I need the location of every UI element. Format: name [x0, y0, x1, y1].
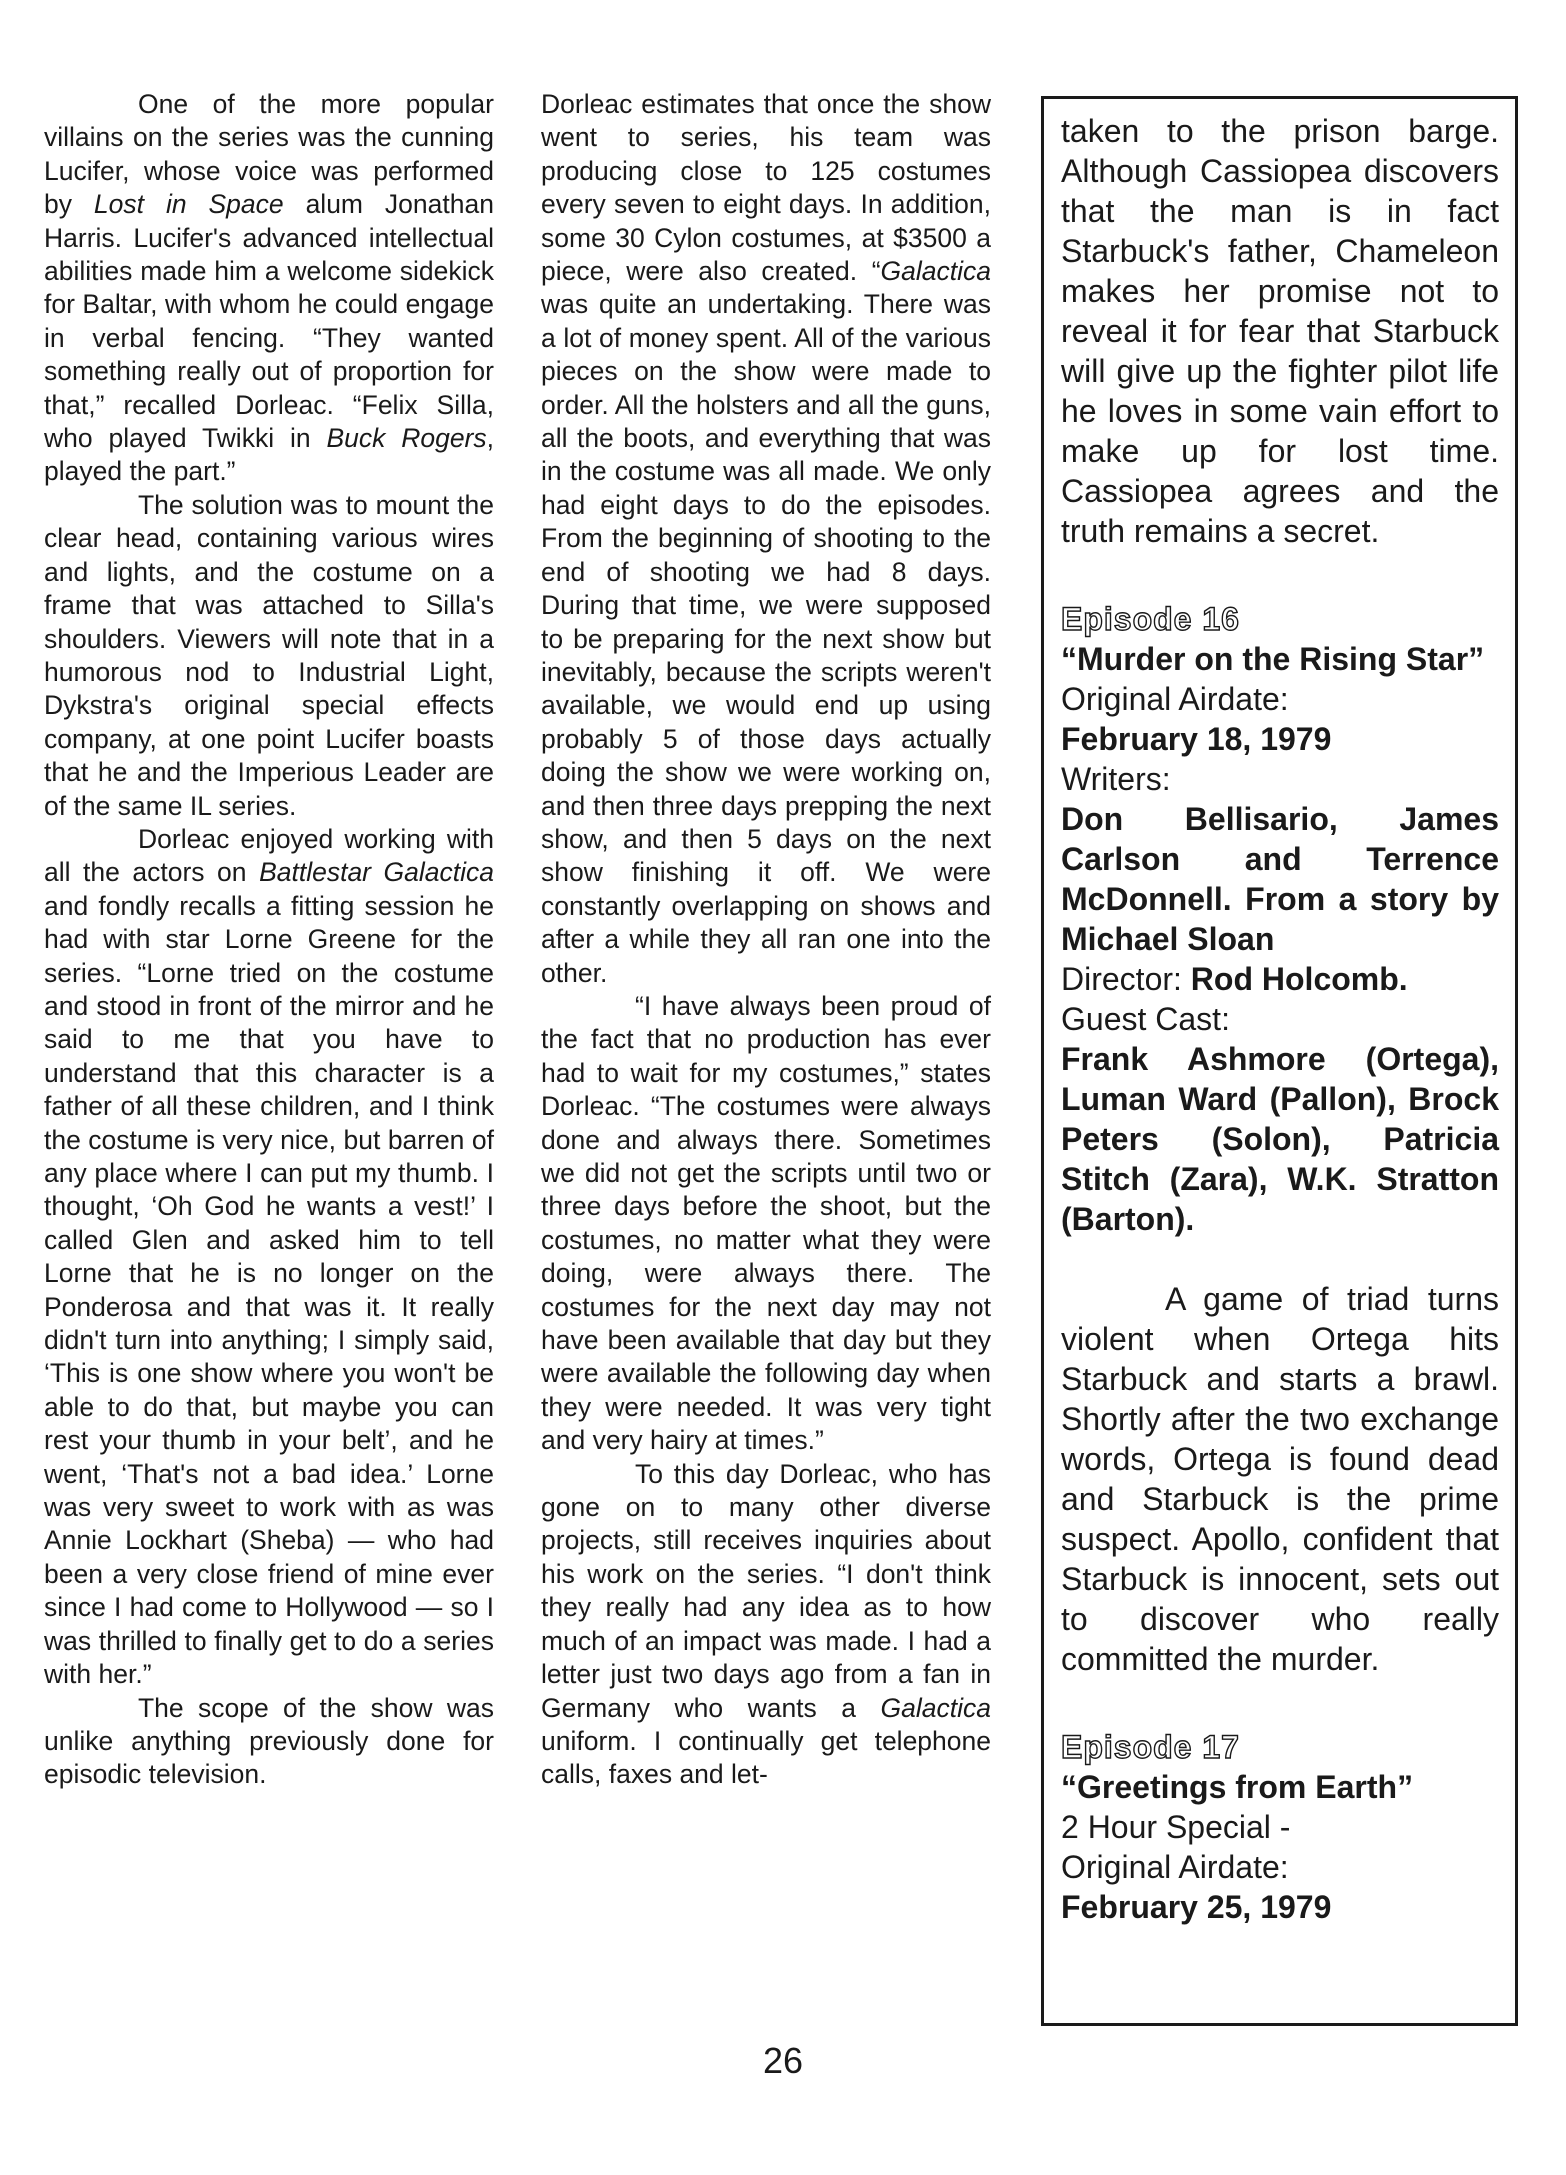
- paragraph: The scope of the show was unlike anything previously done for episodic television.: [44, 1692, 494, 1790]
- episode-heading: Episode 17: [1061, 1729, 1240, 1765]
- article-column-middle: [541, 88, 991, 1792]
- episode-title: “Murder on the Rising Star”: [1061, 641, 1485, 677]
- episode-guide-sidebar: [1041, 96, 1518, 2026]
- airdate-value: February 25, 1979: [1061, 1889, 1332, 1925]
- episode-synopsis: A game of triad turns violent when Ortega hits Starbuck and starts a brawl. Shortly after the two exchange words, Ortega is found dead and Starbuck is the prime suspect. Apollo, confident that Starbuck is innocent, sets out to discover who really committed the murder.: [1061, 1281, 1499, 1677]
- director-label: Director:: [1061, 961, 1182, 997]
- airdate-label: Original Airdate:: [1061, 681, 1289, 717]
- airdate-label: Original Airdate:: [1061, 1849, 1289, 1885]
- paragraph: The solution was to mount the clear head, containing various wires and lights, and the costume on a frame that was attached to Silla's shoulders. Viewers will note that in a humorous nod to Industrial Light, Dykstra's original special effects company, at one point Lucifer boasts that he and the Imperious Leader are of the same IL series.: [44, 489, 494, 821]
- episode-synopsis-continued: taken to the prison barge. Although Cassiopea discovers that the man is in fact Starbuck's father, Chameleon makes her promise not to reveal it for fear that Starbuck will give up the fighter pilot life he loves in some vain effort to make up for lost time. Cassiopea agrees and the truth remains a secret.: [1061, 113, 1499, 549]
- director-value: Rod Holcomb.: [1190, 961, 1408, 997]
- article-column-left: [44, 88, 494, 1792]
- director-line: [1061, 959, 1499, 999]
- paragraph: Dorleac enjoyed working with all the actors on Battlestar Galactica and fondly recalls a fitting session he had with star Lorne Greene for the series. “Lorne tried on the costume and stood in front of the mirror and he said to me that you have to understand that this character is a father of all these children, and I think the costume is very nice, but barren of any place where I can put my thumb. I thought, ‘Oh God he wants a vest!’ I called Glen and asked him to tell Lorne that he is no longer on the Ponderosa and that was it. It really didn't turn into anything; I simply said, ‘This is one show where you won't be able to do that, but maybe you can rest your thumb in your belt’, and he went, ‘That's not a bad idea.’ Lorne was very sweet to work with as was Annie Lockhart (Sheba) — who had been a very close friend of mine ever since I had come to Hollywood — so I was thrilled to finally get to do a series with her.”: [44, 823, 494, 1690]
- paragraph: To this day Dorleac, who has gone on to many other diverse projects, still receives inquiries about his work on the series. “I don't think they really had any idea as to how much of an impact was made. I had a letter just two days ago from a fan in Germany who wants a Galactica uniform. I continually get telephone calls, faxes and let-: [541, 1458, 991, 1790]
- guest-cast-label: Guest Cast:: [1061, 1001, 1230, 1037]
- paragraph: One of the more popular villains on the series was the cunning Lucifer, whose voice was performed by Lost in Space alum Jonathan Harris. Lucifer's advanced intellectual abilities made him a welcome sidekick for Baltar, with whom he could engage in verbal fencing. “They wanted something really out of proportion for that,” recalled Dorleac. “Felix Silla, who played Twikki in Buck Rogers, played the part.”: [44, 89, 495, 487]
- episode-title: “Greetings from Earth”: [1061, 1769, 1414, 1805]
- writers-value: Don Bellisario, James Carlson and Terrence McDonnell. From a story by Michael Sloan: [1061, 801, 1499, 957]
- episode-heading: Episode 16: [1061, 601, 1240, 637]
- paragraph: Dorleac estimates that once the show went to series, his team was producing close to 125 costumes every seven to eight days. In addition, some 30 Cylon costumes, at $3500 a piece, were also created. “Galactica was quite an undertaking. There was a lot of money spent. All of the various pieces on the show were made to order. All the holsters and all the guns, all the boots, and everything that was in the costume was all made. We only had eight days to do the episodes. From the beginning of shooting to the end of shooting we had 8 days. During that time, we were supposed to be preparing for the next show but inevitably, because the scripts weren't available, we would end up using probably 5 of those days actually doing the show we were working on, and then three days prepping the next show, and then 5 days on the next show finishing it off. We were constantly overlapping on shows and after a while they all ran one into the other.: [541, 89, 991, 988]
- page-number: 26: [762, 2040, 804, 2081]
- writers-label: Writers:: [1061, 761, 1171, 797]
- special-label: 2 Hour Special -: [1061, 1809, 1291, 1845]
- guest-cast-value: Frank Ashmore (Ortega), Luman Ward (Pallon), Brock Peters (Solon), Patricia Stitch (Zara), W.K. Stratton (Barton).: [1061, 1041, 1499, 1237]
- airdate-value: February 18, 1979: [1061, 721, 1332, 757]
- paragraph: “I have always been proud of the fact that no production has ever had to wait for my costumes,” states Dorleac. “The costumes were always done and always there. Sometimes we did not get the scripts until two or three days before the shoot, but the costumes, no matter what they were doing, were always there. The costumes for the next day may not have been available that day but they were available the following day when they were needed. It was very tight and very hairy at times.”: [541, 990, 991, 1456]
